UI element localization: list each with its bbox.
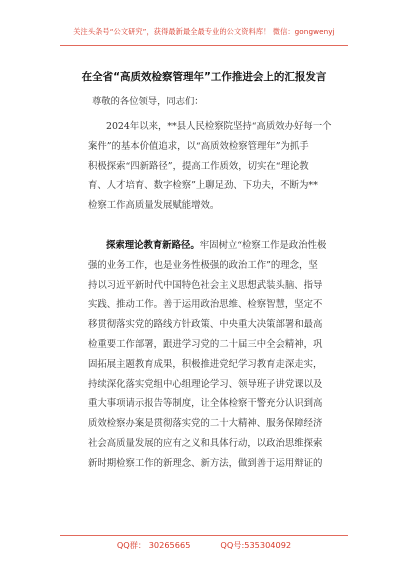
paragraph-intro (88, 117, 350, 216)
paragraph-line: 2024年以来，**县人民检察院坚持“高质效办好每一个 (106, 121, 332, 132)
paragraph-line: 强的业务工作，也是业务性极强的政治工作”的理念，坚 (88, 259, 318, 271)
paragraph-line: 持以习近平新时代中国特色社会主义思想武装头脑、指导 (88, 279, 323, 291)
paragraph-theory-education (88, 236, 350, 474)
paragraph-first-line (88, 236, 350, 256)
paragraph-line: 质效检察办案是贯彻落实党的二十大精神、服务保障经济 (88, 418, 323, 430)
paragraph-line-rest: 牢固树立“检察工作是政治性极 (199, 240, 327, 251)
footer-qq-number: QQ号:535304092 (220, 540, 292, 550)
footer-qq-group: QQ群： 30265665 (116, 540, 191, 550)
header-banner: 关注头条号“公文研究”，获得最新最全最专业的公文资料库！ 微信：gongwenyj (73, 27, 335, 36)
footer-divider (60, 535, 348, 536)
paragraph-line: 案件”的基本价值追求，以“高质效检察管理年”为抓手 (88, 140, 309, 152)
paragraph-line: 移贯彻落实党的路线方针政策、中央重大决策部署和最高 (88, 319, 323, 331)
paragraph-line: 检重要工作部署，跟进学习党的二十届三中全会精神，巩 (88, 338, 323, 350)
paragraph-line: 检察工作高质量发展赋能增效。 (88, 200, 220, 212)
paragraph-line: 积极探索“四新路径”，提高工作质效，切实在“理论教 (88, 160, 309, 172)
paragraph-line: 固拓展主题教育成果，积极推进党纪学习教育走深走实， (88, 358, 323, 370)
paragraph-line: 社会高质量发展的应有之义和具体行动，以政治思维探索 (88, 437, 323, 449)
greeting: 尊敬的各位领导，同志们： (92, 96, 204, 107)
paragraph-line: 重大事项请示报告等制度，让全体检察干警充分认识到高 (88, 398, 323, 410)
paragraph-line: 持续深化落实党组中心组理论学习、领导班子讲党课以及 (88, 378, 323, 390)
paragraph-line: 新时期检察工作的新理念、新方法，做到善于运用辩证的 (88, 457, 323, 469)
paragraph-line: 实践、推动工作。善于运用政治思维、检察智慧，坚定不 (88, 299, 323, 311)
section-heading: 探索理论教育新路径。 (106, 240, 200, 251)
header-divider (60, 45, 348, 46)
footer (0, 540, 408, 551)
document-title: 在全省“高质效检察管理年”工作推进会上的汇报发言 (81, 71, 327, 83)
paragraph-line: 育、人才培育、数字检察”上聊足劲、下功夫，不断为** (88, 180, 318, 192)
